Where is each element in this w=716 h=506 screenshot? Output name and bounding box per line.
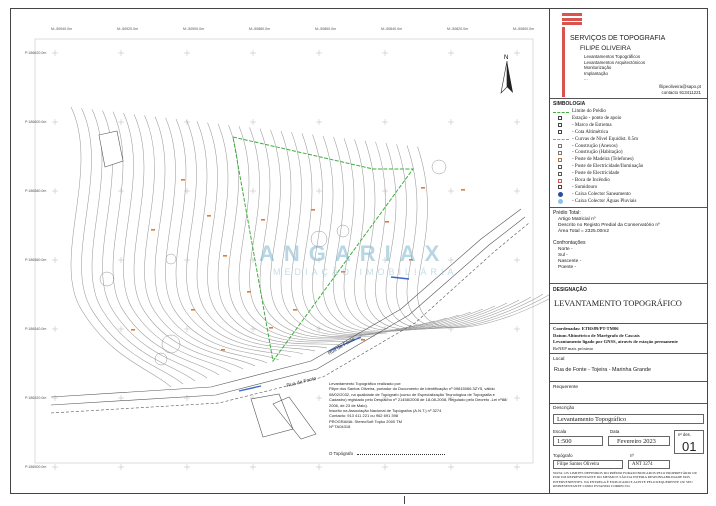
grid-cross	[52, 257, 58, 263]
contour-line	[176, 119, 291, 357]
grid-cross	[448, 119, 454, 125]
note	[550, 470, 707, 493]
legend-item-label: - Poste de Electricidade/Iluminação	[572, 164, 644, 170]
station-triangle-icon	[553, 116, 569, 121]
coordinate-line: Levantamento ligado por GNSS, através de estação permanente	[553, 339, 678, 344]
grid-cross	[118, 119, 124, 125]
survey-drawing	[11, 9, 550, 493]
owner-name: FILIPE OLIVEIRA	[580, 45, 631, 52]
drawing-sheet	[10, 8, 708, 494]
legend	[550, 99, 707, 208]
legend-item-label: - Poste de Madeira (Telefones)	[572, 157, 634, 163]
grid-cross	[514, 326, 520, 332]
grid-cross	[118, 395, 124, 401]
contour-line	[166, 118, 280, 360]
grid-cross	[118, 257, 124, 263]
drawing-meta	[550, 428, 707, 454]
grid-label-left: P:186560.0m	[25, 258, 47, 262]
location	[550, 354, 707, 382]
legend-item-label: - Marco de Estrema	[572, 122, 612, 128]
road-label-2: Rua da Fonte	[327, 336, 357, 357]
legend-item-label: Estação - ponto de apoio	[572, 115, 622, 121]
grid-cross	[514, 50, 520, 56]
requester	[550, 382, 707, 404]
note-text: NOTA: OS LIMITES DEFINIDOS DO PRÉDIO FORAM INDICADOS PELO PROPRIETÁRIO OU POR UM REPRESENTANTE DO MESMO E SÃO DA INTEIRA RESPONSABILIDADE DOS INTERVENIENTES. NA ENTREGA É EXPLICADO E ACEITE PELO REQUERENTE OU SEU REPRESENTANTE COMO ESTANDO CORRECTO.	[553, 471, 698, 488]
elevation-point	[311, 209, 315, 211]
elevation-dot-icon	[553, 130, 569, 135]
hydrant-icon	[553, 179, 569, 184]
rain-box-icon	[553, 199, 569, 204]
elevation-point	[361, 339, 365, 341]
certificate-line: Nº TA04318	[329, 424, 351, 430]
grid-cross	[118, 326, 124, 332]
coordinate-line: ReNEP mais próximo	[553, 345, 594, 351]
confrontation-west: Poente -	[558, 265, 577, 270]
legend-item-label: - Construção (Habitação)	[572, 150, 623, 156]
contour-line	[323, 136, 459, 332]
grid-cross	[316, 119, 322, 125]
elevation-point	[421, 187, 425, 189]
contour-line	[376, 142, 520, 329]
scale-label: Escala	[553, 429, 567, 434]
grid-label-top: M:-50900.0m	[183, 27, 205, 31]
number-label: nº	[630, 453, 635, 458]
drawing-number-box	[674, 430, 704, 454]
designation-label: DESIGNAÇÃO	[553, 287, 587, 293]
elevation-point	[221, 349, 225, 351]
location-label: Local	[553, 357, 565, 362]
legend-item-label: - Caixa Colector Saneamento	[572, 191, 631, 197]
grid-cross	[52, 188, 58, 194]
date-label: Data	[610, 429, 620, 434]
property-info	[550, 208, 707, 284]
surveyor-value: Filipe Santos Oliveira	[557, 462, 600, 467]
certificate-line: Cadastro) registado pelo Despacho nº 21458/2008 de 18-08-2008, Regulado pelo Decreto -Lei nº88/	[329, 397, 508, 403]
elevation-point	[247, 291, 251, 293]
certificate-line: Levantamento Topográfico realizado por:	[329, 381, 402, 386]
elevation-point	[269, 327, 273, 329]
grid-cross	[448, 188, 454, 194]
legend-title: SIMBOLOGIA	[553, 101, 586, 107]
certificate-line: Contacto: 913 411 221 ou 962 691 398	[329, 413, 399, 419]
grid-cross	[250, 119, 256, 125]
coordinate-line: Coordenadas: ETRS89/PT-TM06	[553, 326, 619, 331]
road-markings	[239, 277, 409, 391]
power-pole-icon	[553, 165, 569, 170]
property-area: Área Total = 2325.00m2	[558, 229, 609, 234]
grid-cross	[448, 464, 454, 470]
elevation-point	[181, 179, 185, 181]
certificate-line: Filipe dos Santos Oliveira, portador do Documento de Identificação nº 09815066 3ZY5, válido	[329, 386, 495, 392]
accent-bar	[562, 27, 565, 97]
grid-cross	[184, 464, 190, 470]
certificate-line: 2006, de 23 de Maio).	[329, 402, 368, 408]
property-title: Prédio Total:	[553, 210, 581, 216]
confrontations-title: Confrontações	[553, 240, 586, 246]
number-box	[628, 460, 670, 469]
grid-cross	[118, 464, 124, 470]
grid-cross	[118, 50, 124, 56]
requester-label: Requerente	[553, 385, 579, 390]
certificate-line: Inscrito na Associação Nacional de Topógrafos (A.N.T.) nº 3274	[329, 408, 442, 414]
drain-icon	[553, 185, 569, 190]
description-value: Levantamento Topográfico	[557, 415, 627, 423]
grid-cross	[382, 464, 388, 470]
coordinate-line: Datum Altimétrico de Marégrafo de Cascais	[553, 332, 640, 338]
contour-line	[208, 123, 328, 348]
legend-item-label: - Sumidouro	[572, 184, 598, 190]
grid-label-top: M:-50940.0m	[51, 27, 73, 31]
scale-value: 1:500	[557, 437, 572, 445]
location-value: Rua de Fonte - Tojeira - Marinha Grande	[554, 367, 651, 373]
signature-label: O Topógrafo	[329, 451, 354, 456]
company-logo	[562, 13, 582, 25]
drawing-number-value: 01	[682, 439, 697, 454]
grid-cross	[448, 50, 454, 56]
confrontation-north: Norte -	[558, 247, 573, 252]
grid-label-left: P:186500.0m	[25, 465, 47, 469]
grid-label-top: M:-50820.0m	[447, 27, 469, 31]
grid-label-left: P:186620.0m	[25, 51, 47, 55]
grid-cross	[250, 50, 256, 56]
grid-label-left: P:186520.0m	[25, 396, 47, 400]
contour-line	[145, 115, 256, 366]
grid-cross	[184, 395, 190, 401]
contour-line	[313, 135, 448, 333]
boundary-line-icon	[553, 110, 569, 115]
legend-item-label: - Curvas de Nível Equidist. 0.5m	[572, 136, 638, 142]
elevation-point	[207, 215, 211, 217]
grid-cross	[316, 395, 322, 401]
grid-label-left: P:186600.0m	[25, 120, 47, 124]
contour-line	[113, 112, 219, 375]
service-item: Levantamentos Topográficos	[584, 54, 641, 59]
drawing-number-label: nº des.	[678, 432, 691, 437]
elevation-point	[261, 219, 265, 221]
email-link[interactable]: filipeoliveira@sapo.pt	[659, 84, 701, 89]
designation	[550, 284, 707, 324]
contour-line	[124, 113, 232, 372]
elevation-point	[223, 255, 227, 257]
watermark: ANGARIAX	[259, 241, 449, 266]
grid-label-top: M:-50860.0m	[315, 27, 337, 31]
legend-item-label: - Cota Altimétrica	[572, 129, 609, 135]
road-label-1: Rua da Fonte	[286, 375, 317, 389]
legend-item-label: - Poste de Electricidade	[572, 171, 620, 177]
grid-cross	[184, 50, 190, 56]
grid-cross	[250, 464, 256, 470]
date-box	[608, 436, 670, 446]
elevation-point	[131, 329, 135, 331]
contour-line	[271, 130, 400, 337]
grid-cross	[52, 464, 58, 470]
designation-value: LEVANTAMENTO TOPOGRÁFICO	[554, 299, 682, 308]
scale-box	[553, 436, 603, 446]
elevation-point	[385, 221, 389, 223]
contour-line	[229, 125, 352, 342]
grid-cross	[250, 188, 256, 194]
legend-item-label: - Caixa Colector Águas Pluviais	[572, 198, 637, 204]
surveyor-box	[553, 460, 623, 469]
grid-cross	[514, 257, 520, 263]
grid-label-top: M:-50840.0m	[381, 27, 403, 31]
grid-label-top: M:-50800.0m	[513, 27, 535, 31]
grid-cross	[52, 119, 58, 125]
marker-icon	[553, 123, 569, 128]
grid-cross	[316, 464, 322, 470]
number-value: ANT 3274	[632, 462, 653, 467]
electric-pole-icon	[553, 172, 569, 177]
coordinate-system	[550, 324, 707, 354]
house-icon	[553, 151, 569, 156]
property-registry: Descrito no Registo Predial da Conservatório nº	[558, 223, 660, 228]
wood-pole-icon	[553, 158, 569, 163]
certificate-block	[329, 381, 507, 430]
grid-cross	[382, 119, 388, 125]
property-article: Artigo Matricial nº	[558, 217, 596, 222]
north-arrow-icon	[501, 55, 513, 93]
grid-cross	[382, 50, 388, 56]
elevation-point	[191, 309, 195, 311]
grid-label-top: M:-50880.0m	[249, 27, 271, 31]
confrontation-east: Nascente -	[558, 259, 582, 264]
elevation-point	[461, 189, 465, 191]
elevation-point	[293, 309, 297, 311]
grid-label-top: M:-50920.0m	[117, 27, 139, 31]
surveyor-label: Topógrafo	[553, 453, 573, 458]
grid-cross	[250, 326, 256, 332]
grid-cross	[514, 188, 520, 194]
description	[550, 404, 707, 428]
page-tick	[404, 496, 405, 504]
grid-cross	[514, 395, 520, 401]
contour-line	[187, 120, 304, 354]
legend-item-label: - Boca de Incêndio	[572, 178, 610, 183]
confrontation-south: Sul -	[558, 253, 568, 258]
contour-line	[407, 145, 549, 328]
certificate-line: 08/02/2032, na qualidade de Topógrafo (curso de Especialização Tecnológica de Topografia e	[329, 391, 495, 397]
service-item: Implantação	[584, 70, 608, 76]
grid-cross	[52, 395, 58, 401]
contour-line	[397, 144, 544, 328]
elevation-point	[151, 229, 155, 231]
sewer-box-icon	[553, 192, 569, 197]
contour-line	[292, 132, 424, 334]
description-box	[553, 414, 704, 424]
contour-line	[334, 137, 472, 331]
date-value: Fevereiro 2023	[617, 437, 656, 445]
contact-phone: contacto 913411221	[661, 89, 701, 95]
certificate-line: PROGRAMA: StereoSoft Topko 2000 TM	[329, 418, 402, 424]
grid-cross	[52, 326, 58, 332]
grid-cross	[514, 119, 520, 125]
company-header: SERVIÇOS DE TOPOGRAFIA FILIPE OLIVEIRA Levantamentos Topográficos Levantamentos Arquitectónicos Monitorização Implantação ... filipeoliveira@sapo.pt contacto 913411221	[550, 9, 707, 99]
svg-text:N: N	[504, 55, 509, 61]
title-block	[550, 9, 707, 493]
grid-cross	[448, 257, 454, 263]
grid-label-left: P:186540.0m	[25, 327, 47, 331]
service-item: Monitorização	[584, 65, 612, 70]
description-label: Descrição	[553, 406, 575, 411]
surveyor	[550, 454, 707, 470]
service-item: Levantamentos Arquitectónicos	[584, 59, 646, 65]
legend-item-label: Limite do Prédio	[572, 109, 606, 114]
annex-icon	[553, 144, 569, 149]
buildings	[99, 131, 316, 439]
legend-item-label: - Construção (Anexos)	[572, 143, 618, 149]
grid-cross	[316, 188, 322, 194]
grid-cross	[52, 50, 58, 56]
contour-line-icon	[553, 137, 569, 142]
signature-line	[329, 451, 445, 456]
contour-line	[71, 107, 171, 387]
watermark-subtitle: MEDIAÇÃO IMOBILIÁRIA	[273, 267, 458, 277]
grid-cross	[514, 464, 520, 470]
grid-label-left: P:186580.0m	[25, 189, 47, 193]
company-title: SERVIÇOS DE TOPOGRAFIA	[570, 35, 666, 42]
grid-cross	[316, 50, 322, 56]
